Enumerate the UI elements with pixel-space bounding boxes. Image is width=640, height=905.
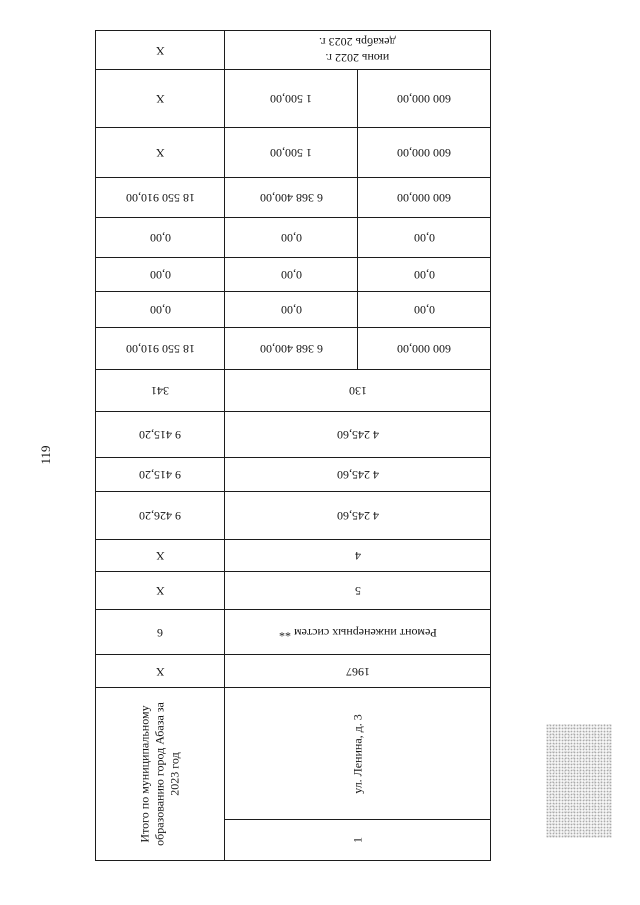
- cell-text: 0,00: [413, 303, 435, 317]
- table-cell: [96, 370, 225, 412]
- table-cell: [96, 610, 225, 655]
- table-cell: [96, 412, 225, 458]
- cell-text: 6 368 400,00: [259, 342, 323, 356]
- cell-text: 6: [157, 625, 163, 640]
- table-cell: [358, 258, 490, 292]
- cell-text: X: [155, 92, 165, 106]
- cell-text: X: [155, 549, 165, 563]
- cell-text: 4 245,60: [336, 468, 379, 482]
- table-cell: [358, 328, 490, 370]
- table-cell: [225, 128, 358, 178]
- row-number-cell: [225, 820, 490, 860]
- table-cell: [225, 540, 490, 572]
- period-start: июнь 2022 г.: [325, 51, 390, 65]
- cell-text: X: [155, 43, 165, 58]
- table-cell: [96, 572, 225, 610]
- address-cell: [225, 688, 490, 820]
- table-cell: [96, 540, 225, 572]
- cell-text: 4 245,60: [336, 428, 379, 442]
- table-cell: [225, 572, 490, 610]
- summary-label: Итого по муниципальному образованию город Абаза за 2023 год: [137, 702, 182, 846]
- cell-text: X: [155, 146, 165, 160]
- table-cell: [96, 128, 225, 178]
- cell-text: 0,00: [413, 231, 435, 245]
- year-cell: [225, 655, 490, 688]
- cell-text: 600 000,00: [397, 146, 451, 160]
- document-table: [95, 30, 491, 861]
- cell-text: 600 000,00: [397, 191, 451, 205]
- table-cell: [96, 218, 225, 258]
- cell-text: 0,00: [280, 303, 302, 317]
- cell-text: 9 426,20: [139, 509, 181, 523]
- cell-text: 341: [151, 384, 169, 398]
- table-cell: [358, 178, 490, 218]
- table-cell: [96, 31, 225, 70]
- table-cell: [225, 370, 490, 412]
- table-cell: [96, 492, 225, 540]
- table-cell: [358, 292, 490, 328]
- table-cell: [225, 328, 358, 370]
- table-cell: [225, 258, 358, 292]
- cell-text: 0,00: [149, 231, 171, 245]
- table-cell: [225, 292, 358, 328]
- table-cell: [96, 328, 225, 370]
- scan-noise: [546, 724, 612, 838]
- work-type-cell: [225, 610, 490, 655]
- period-end: декабрь 2023 г.: [319, 35, 396, 49]
- table-cell: [96, 458, 225, 492]
- row-number: 1: [350, 837, 364, 843]
- cell-text: 0,00: [413, 268, 435, 282]
- cell-text: 0,00: [149, 303, 171, 317]
- cell-text: 18 550 910,00: [125, 342, 195, 356]
- cell-text: 5: [354, 584, 361, 598]
- table-cell: [358, 218, 490, 258]
- cell-text: 9 415,20: [139, 428, 181, 442]
- table-cell: [225, 492, 490, 540]
- cell-text: 130: [348, 384, 367, 398]
- year-text: 1967: [345, 664, 370, 679]
- address-text: ул. Ленина, д. 3: [350, 713, 364, 794]
- cell-text: 1 500,00: [270, 146, 312, 160]
- table-cell: [96, 178, 225, 218]
- cell-text: 600 000,00: [397, 342, 451, 356]
- table-cell: [225, 412, 490, 458]
- cell-text: 4: [354, 549, 361, 563]
- period-cell: [225, 31, 490, 70]
- cell-text: 6 368 400,00: [259, 191, 323, 205]
- page-number: 119: [38, 445, 53, 465]
- table-cell: [358, 70, 490, 128]
- table-cell: [225, 218, 358, 258]
- cell-text: X: [155, 584, 165, 598]
- table-cell: [96, 70, 225, 128]
- table-cell: [96, 292, 225, 328]
- table-cell: [225, 458, 490, 492]
- cell-text: 600 000,00: [397, 92, 451, 106]
- table-cell: [358, 128, 490, 178]
- period-text: [319, 34, 396, 66]
- table-cell: [96, 655, 225, 688]
- table-cell: [225, 178, 358, 218]
- cell-text: X: [155, 664, 165, 679]
- cell-text: 0,00: [280, 231, 302, 245]
- cell-text: 9 415,20: [139, 468, 181, 482]
- summary-cell: [96, 688, 225, 860]
- cell-text: 18 550 910,00: [125, 191, 195, 205]
- cell-text: 0,00: [280, 268, 302, 282]
- cell-text: 4 245,60: [336, 509, 379, 523]
- cell-text: 0,00: [149, 268, 171, 282]
- table-cell: [225, 70, 358, 128]
- table-cell: [96, 258, 225, 292]
- cell-text: 1 500,00: [270, 92, 312, 106]
- work-type-text: Ремонт инженерных систем **: [278, 625, 437, 640]
